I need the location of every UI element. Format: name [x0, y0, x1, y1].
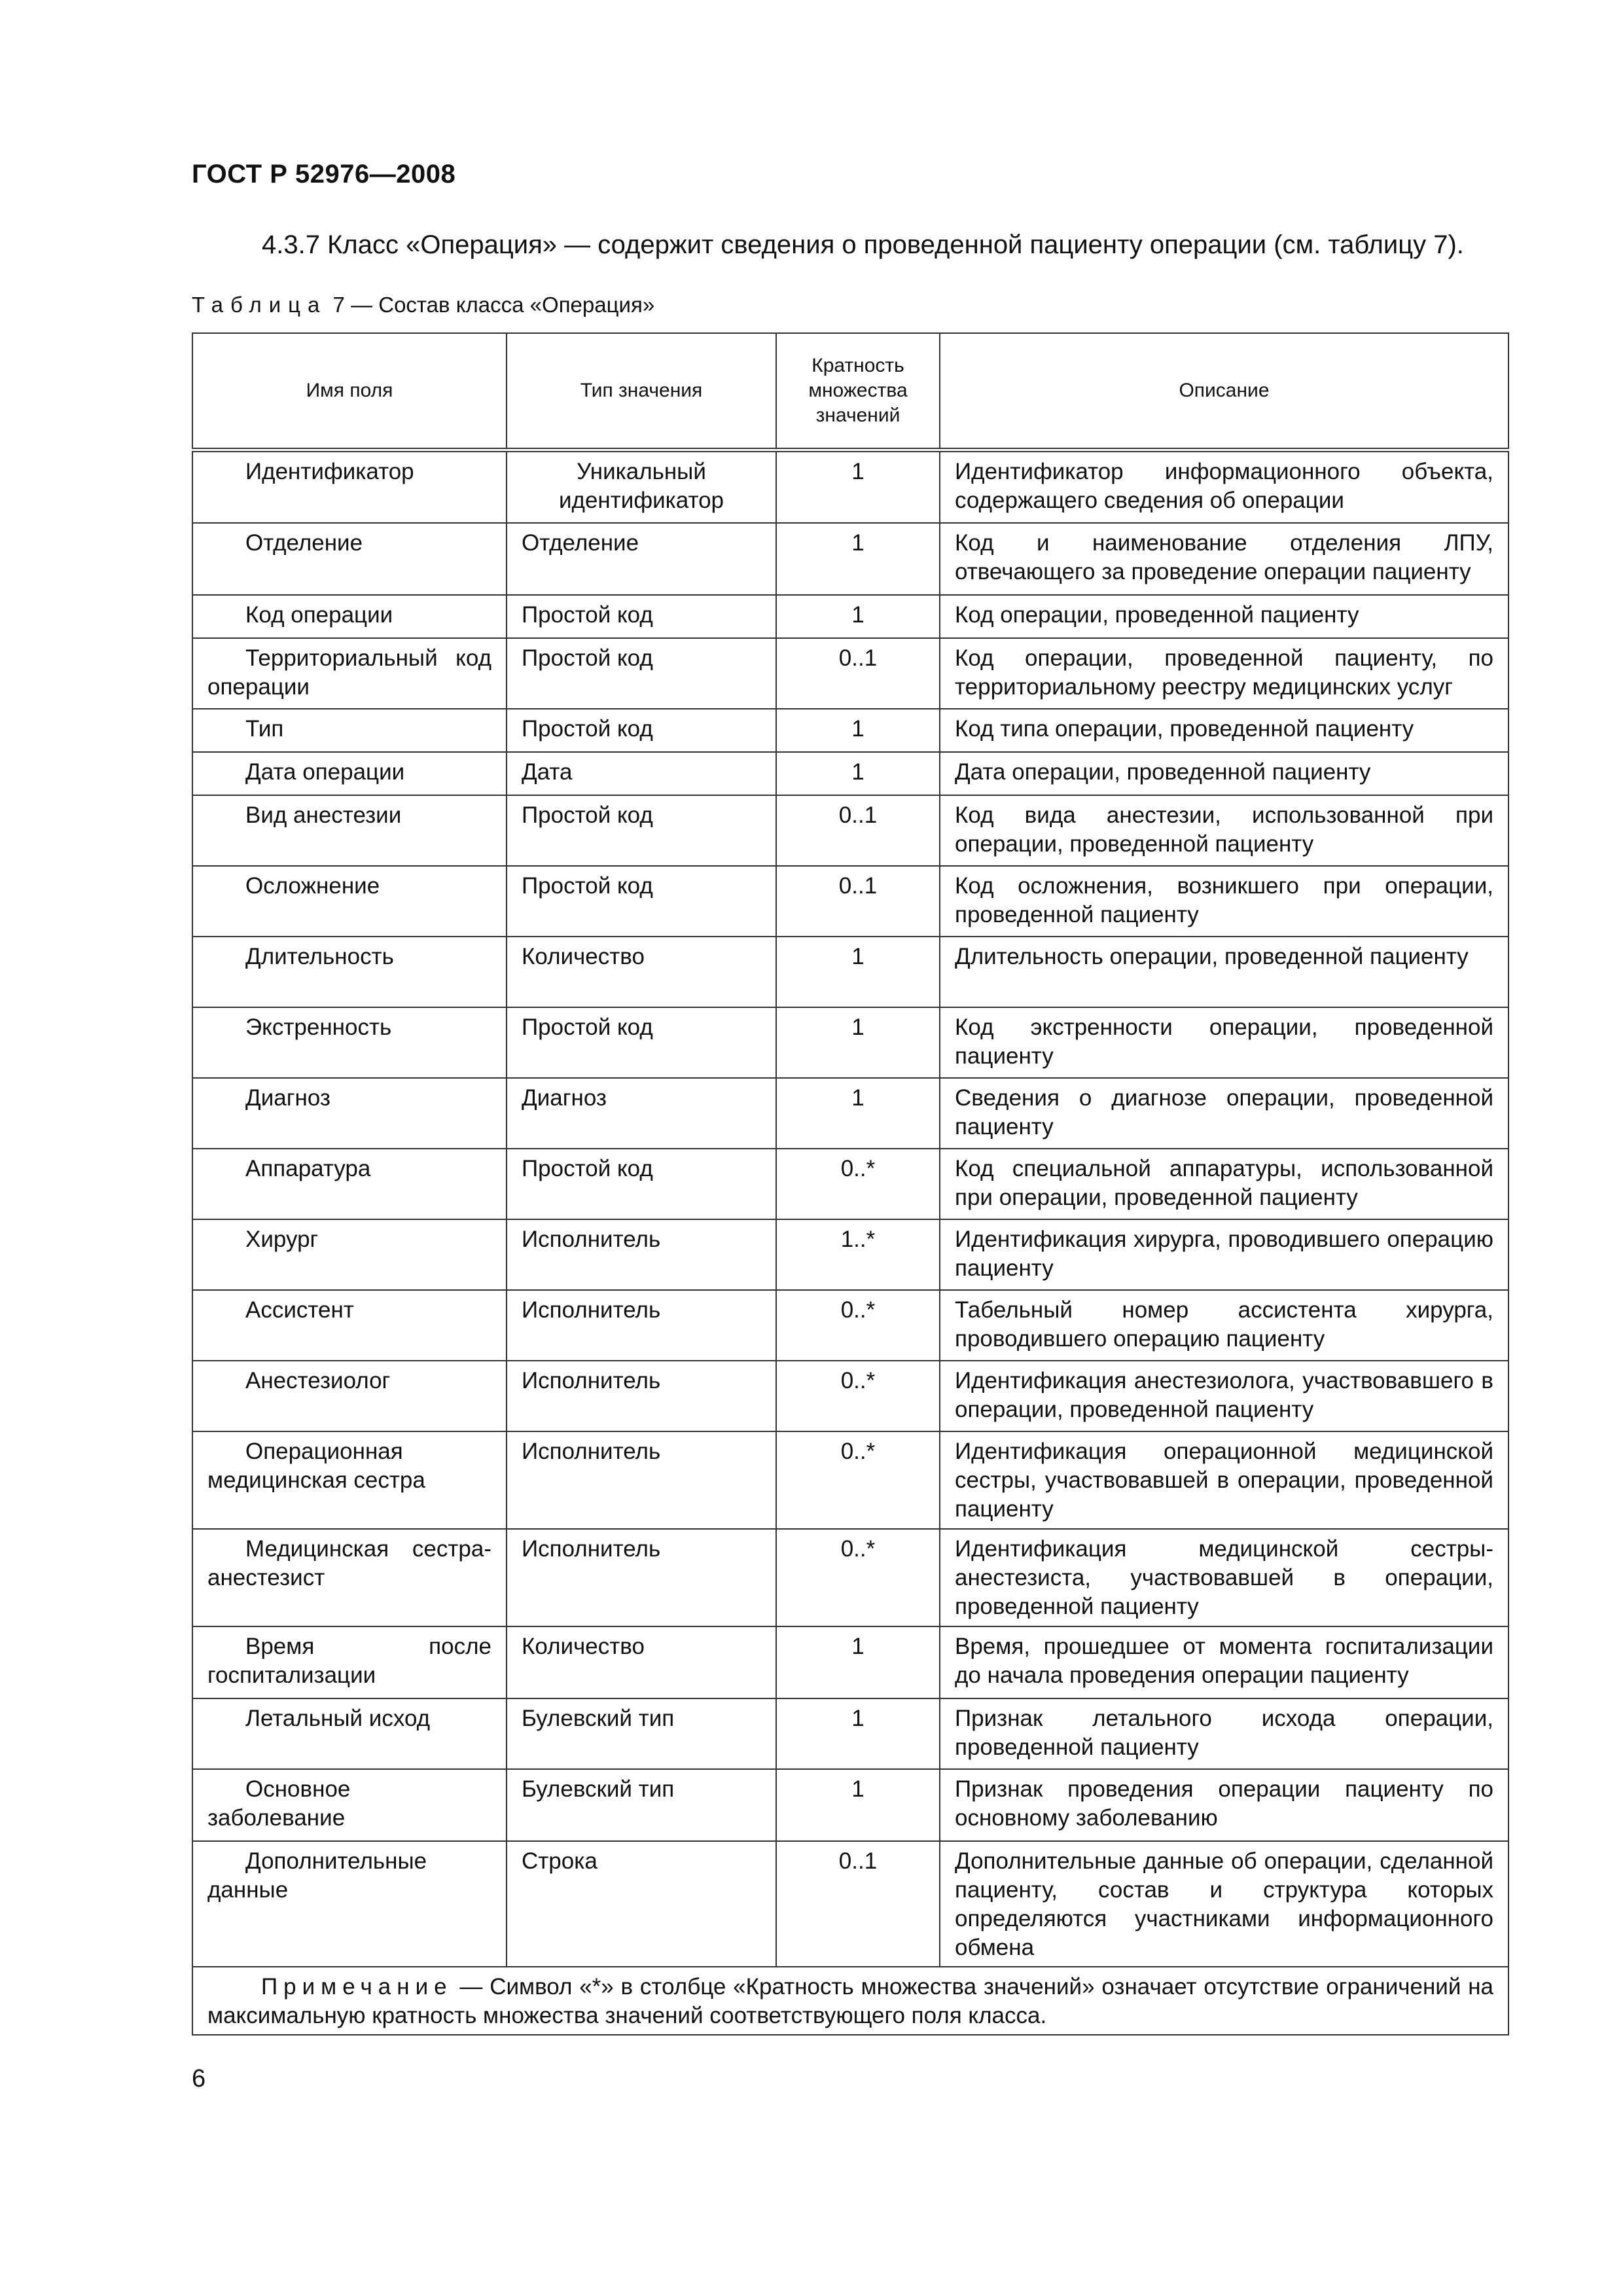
field-name-cell: Основное заболевание [192, 1769, 507, 1841]
value-type-cell: Исполнитель [507, 1431, 776, 1529]
field-name-cell: Время после госпитализации [192, 1626, 507, 1698]
note-text: — Символ «*» в столбце «Кратность множества значений» означает отсутствие ограничений на максимальную кратность множества значений соответствующего поля класса. [207, 1973, 1493, 2028]
value-type-cell: Простой код [507, 795, 776, 866]
value-type-cell: Диагноз [507, 1078, 776, 1149]
table-caption-title: 7 — Состав класса «Операция» [327, 293, 655, 317]
field-name-cell: Операционная медицинская сестра [192, 1431, 507, 1529]
table-row [192, 937, 1508, 1007]
value-type-cell: Простой код [507, 1149, 776, 1219]
description-cell: Признак летального исхода операции, проведенной пациенту [940, 1698, 1508, 1769]
description-cell: Время, прошедшее от момента госпитализации до начала проведения операции пациенту [940, 1626, 1508, 1698]
value-type-cell: Строка [507, 1841, 776, 1967]
field-name-cell: Медицинская сестра-анестезист [192, 1529, 507, 1626]
table-row [192, 752, 1508, 795]
table-note-row [192, 1967, 1508, 2035]
table-caption-label: Таблица [192, 293, 327, 317]
description-cell: Дата операции, проведенной пациенту [940, 752, 1508, 795]
multiplicity-cell: 1..* [776, 1219, 940, 1290]
multiplicity-cell: 1 [776, 523, 940, 595]
field-name-cell: Осложнение [192, 866, 507, 937]
table-row [192, 1529, 1508, 1626]
page-number: 6 [192, 2065, 206, 2092]
multiplicity-cell: 0..1 [776, 1841, 940, 1967]
value-type-cell: Отделение [507, 523, 776, 595]
table-row [192, 795, 1508, 866]
multiplicity-cell: 0..* [776, 1149, 940, 1219]
field-name-cell: Ассистент [192, 1290, 507, 1361]
description-cell: Код операции, проведенной пациенту [940, 595, 1508, 638]
field-name-cell: Хирург [192, 1219, 507, 1290]
field-name-cell: Дата операции [192, 752, 507, 795]
value-type-cell: Булевский тип [507, 1698, 776, 1769]
table-caption [192, 293, 654, 317]
multiplicity-cell: 1 [776, 1078, 940, 1149]
multiplicity-cell: 0..* [776, 1431, 940, 1529]
field-name-cell: Вид анестезии [192, 795, 507, 866]
field-name-cell: Летальный исход [192, 1698, 507, 1769]
description-cell: Сведения о диагнозе операции, проведенной пациенту [940, 1078, 1508, 1149]
multiplicity-cell: 1 [776, 1698, 940, 1769]
value-type-cell: Исполнитель [507, 1529, 776, 1626]
table-row [192, 595, 1508, 638]
table-row [192, 1290, 1508, 1361]
field-name-cell: Длительность [192, 937, 507, 1007]
table-row [192, 450, 1508, 523]
description-cell: Идентификация анестезиолога, участвовавшего в операции, проведенной пациенту [940, 1361, 1508, 1431]
field-name-cell: Экстренность [192, 1007, 507, 1078]
multiplicity-cell: 1 [776, 937, 940, 1007]
description-cell: Код вида анестезии, использованной при операции, проведенной пациенту [940, 795, 1508, 866]
intro-paragraph: 4.3.7 Класс «Операция» — содержит сведения о проведенной пациенту операции (см. таблицу 7). [262, 230, 1464, 259]
multiplicity-cell: 1 [776, 595, 940, 638]
value-type-cell: Простой код [507, 595, 776, 638]
field-name-cell: Код операции [192, 595, 507, 638]
description-cell: Признак проведения операции пациенту по основному заболеванию [940, 1769, 1508, 1841]
description-cell: Идентификатор информационного объекта, содержащего сведения об операции [940, 450, 1508, 523]
table-row [192, 1149, 1508, 1219]
table-row [192, 1431, 1508, 1529]
table-row [192, 1361, 1508, 1431]
description-cell: Код операции, проведенной пациенту, по территориальному реестру медицинских услуг [940, 638, 1508, 709]
table-header-row [192, 333, 1508, 450]
table-row [192, 709, 1508, 752]
multiplicity-cell: 1 [776, 1007, 940, 1078]
description-cell: Идентификация операционной медицинской сестры, участвовавшей в операции, проведенной пациенту [940, 1431, 1508, 1529]
header-multiplicity: Кратность множества значений [776, 333, 940, 450]
multiplicity-cell: 0..1 [776, 866, 940, 937]
multiplicity-cell: 0..* [776, 1290, 940, 1361]
value-type-cell: Исполнитель [507, 1219, 776, 1290]
value-type-cell: Уникальный идентификатор [507, 450, 776, 523]
value-type-cell: Исполнитель [507, 1290, 776, 1361]
value-type-cell: Количество [507, 1626, 776, 1698]
table-row [192, 1078, 1508, 1149]
field-name-cell: Отделение [192, 523, 507, 595]
multiplicity-cell: 1 [776, 709, 940, 752]
multiplicity-cell: 0..1 [776, 795, 940, 866]
description-cell: Код и наименование отделения ЛПУ, отвечающего за проведение операции пациенту [940, 523, 1508, 595]
multiplicity-cell: 0..* [776, 1361, 940, 1431]
multiplicity-cell: 1 [776, 1626, 940, 1698]
table-row [192, 1007, 1508, 1078]
table-row [192, 866, 1508, 937]
table-row [192, 1219, 1508, 1290]
description-cell: Код типа операции, проведенной пациенту [940, 709, 1508, 752]
value-type-cell: Исполнитель [507, 1361, 776, 1431]
value-type-cell: Булевский тип [507, 1769, 776, 1841]
description-cell: Код экстренности операции, проведенной пациенту [940, 1007, 1508, 1078]
table-row [192, 1841, 1508, 1967]
multiplicity-cell: 0..1 [776, 638, 940, 709]
table-row [192, 638, 1508, 709]
field-name-cell: Диагноз [192, 1078, 507, 1149]
table-row [192, 1769, 1508, 1841]
value-type-cell: Простой код [507, 709, 776, 752]
multiplicity-cell: 1 [776, 752, 940, 795]
table-row [192, 523, 1508, 595]
description-cell: Длительность операции, проведенной пациенту [940, 937, 1508, 1007]
description-cell: Дополнительные данные об операции, сделанной пациенту, состав и структура которых определяются участниками информационного обмена [940, 1841, 1508, 1967]
table-row [192, 1698, 1508, 1769]
value-type-cell: Дата [507, 752, 776, 795]
value-type-cell: Количество [507, 937, 776, 1007]
field-name-cell: Дополнительные данные [192, 1841, 507, 1967]
multiplicity-cell: 1 [776, 450, 940, 523]
description-cell: Идентификация медицинской сестры-анестезиста, участвовавшей в операции, проведенной пациенту [940, 1529, 1508, 1626]
header-field-name: Имя поля [192, 333, 507, 450]
field-name-cell: Аппаратура [192, 1149, 507, 1219]
field-name-cell: Анестезиолог [192, 1361, 507, 1431]
multiplicity-cell: 1 [776, 1769, 940, 1841]
description-cell: Табельный номер ассистента хирурга, проводившего операцию пациенту [940, 1290, 1508, 1361]
operation-class-table [192, 332, 1509, 2036]
document-code: ГОСТ Р 52976—2008 [192, 160, 456, 188]
header-value-type: Тип значения [507, 333, 776, 450]
table-row [192, 1626, 1508, 1698]
value-type-cell: Простой код [507, 866, 776, 937]
description-cell: Идентификация хирурга, проводившего операцию пациенту [940, 1219, 1508, 1290]
field-name-cell: Тип [192, 709, 507, 752]
note-label: Примечание [261, 1973, 453, 2000]
description-cell: Код специальной аппаратуры, использованной при операции, проведенной пациенту [940, 1149, 1508, 1219]
multiplicity-cell: 0..* [776, 1529, 940, 1626]
value-type-cell: Простой код [507, 638, 776, 709]
field-name-cell: Идентификатор [192, 450, 507, 523]
description-cell: Код осложнения, возникшего при операции, проведенной пациенту [940, 866, 1508, 937]
table-note [192, 1967, 1508, 2035]
field-name-cell: Территориальный код операции [192, 638, 507, 709]
header-description: Описание [940, 333, 1508, 450]
value-type-cell: Простой код [507, 1007, 776, 1078]
